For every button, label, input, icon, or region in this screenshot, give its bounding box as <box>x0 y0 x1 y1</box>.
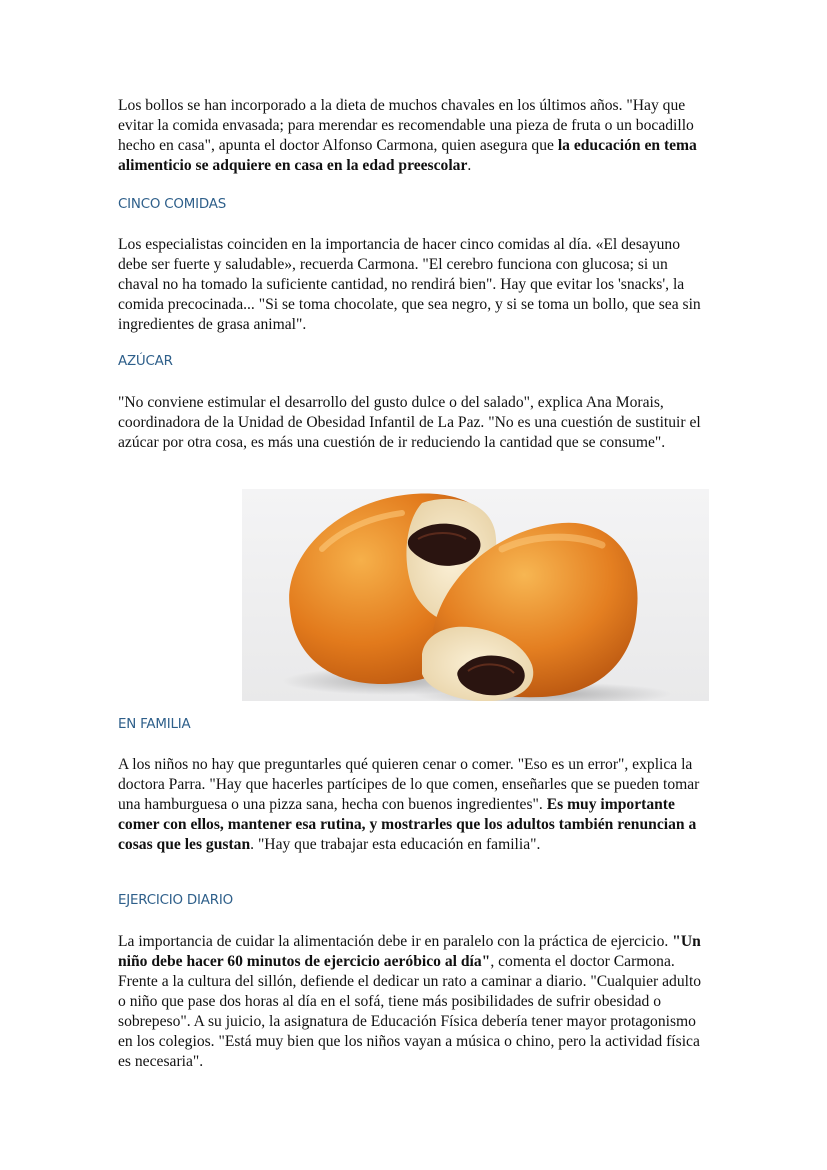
intro-paragraph <box>118 96 712 176</box>
ejercicio-paragraph <box>118 932 712 1072</box>
azucar-paragraph: "No conviene estimular el desarrollo del gusto dulce o del salado", explica Ana Morais, coordinadora de la Unidad de Obesidad Infantil de La Paz. "No es una cuestión de sustituir el azúcar por otra cosa, es más una cuestión de ir reduciendo la cantidad que se consume". <box>118 394 701 451</box>
ejercicio-bold: "Un niño debe hacer 60 minutos de ejercicio aeróbico al día" <box>118 933 701 970</box>
heading-cinco-comidas: CINCO COMIDAS <box>118 197 226 212</box>
heading-azucar: AZÚCAR <box>118 354 173 369</box>
familia-text-a: A los niños no hay que preguntarles qué quieren cenar o comer. "Eso es un error", explica la doctora Parra. "Hay que hacerles partícipes de lo que comen, enseñarles que se pueden tomar una hamburguesa o una pizza sana, hecha con buenos ingredientes". <box>118 756 700 813</box>
intro-text-b: . <box>467 157 472 174</box>
familia-text-b: . "Hay que trabajar esta educación en familia". <box>250 836 541 853</box>
en-familia-paragraph <box>118 755 712 855</box>
chocolate-buns-photo <box>242 489 709 701</box>
cinco-comidas-paragraph: Los especialistas coinciden en la importancia de hacer cinco comidas al día. «El desayuno debe ser fuerte y saludable», recuerda Carmona. "El cerebro funciona con glucosa; si un chaval no ha tomado la suficiente cantidad, no rendirá bien". Hay que evitar los 'snacks', la comida precocinada... "Si se toma chocolate, que sea negro, y si se toma un bollo, que sea sin ingredientes de grasa animal". <box>118 236 701 333</box>
ejercicio-text-b: , comenta el doctor Carmona. Frente a la cultura del sillón, defiende el dedicar un rato a caminar a diario. "Cualquier adulto o niño que pase dos horas al día en el sofá, tiene más posibilidades de sufrir obesidad o sobrepeso". A su juicio, la asignatura de Educación Física debería tener mayor protagonismo en los colegios. "Está muy bien que los niños vayan a música o chino, pero la actividad física es necesaria". <box>118 953 702 1070</box>
chocolate-buns-illustration <box>242 489 709 701</box>
intro-text-a: Los bollos se han incorporado a la dieta de muchos chavales en los últimos años. "Hay que evitar la comida envasada; para merendar es recomendable una pieza de fruta o un bocadillo hecho en casa", apunta el doctor Alfonso Carmona, quien asegura que <box>118 97 694 154</box>
heading-ejercicio-diario: EJERCICIO DIARIO <box>118 893 233 908</box>
heading-en-familia: EN FAMILIA <box>118 717 191 732</box>
intro-bold: la educación en tema alimenticio se adquiere en casa en la edad preescolar <box>118 137 697 174</box>
familia-bold: Es muy importante comer con ellos, mantener esa rutina, y mostrarles que los adultos también renuncian a cosas que les gustan <box>118 796 697 853</box>
ejercicio-text-a: La importancia de cuidar la alimentación debe ir en paralelo con la práctica de ejercicio. <box>118 933 673 950</box>
